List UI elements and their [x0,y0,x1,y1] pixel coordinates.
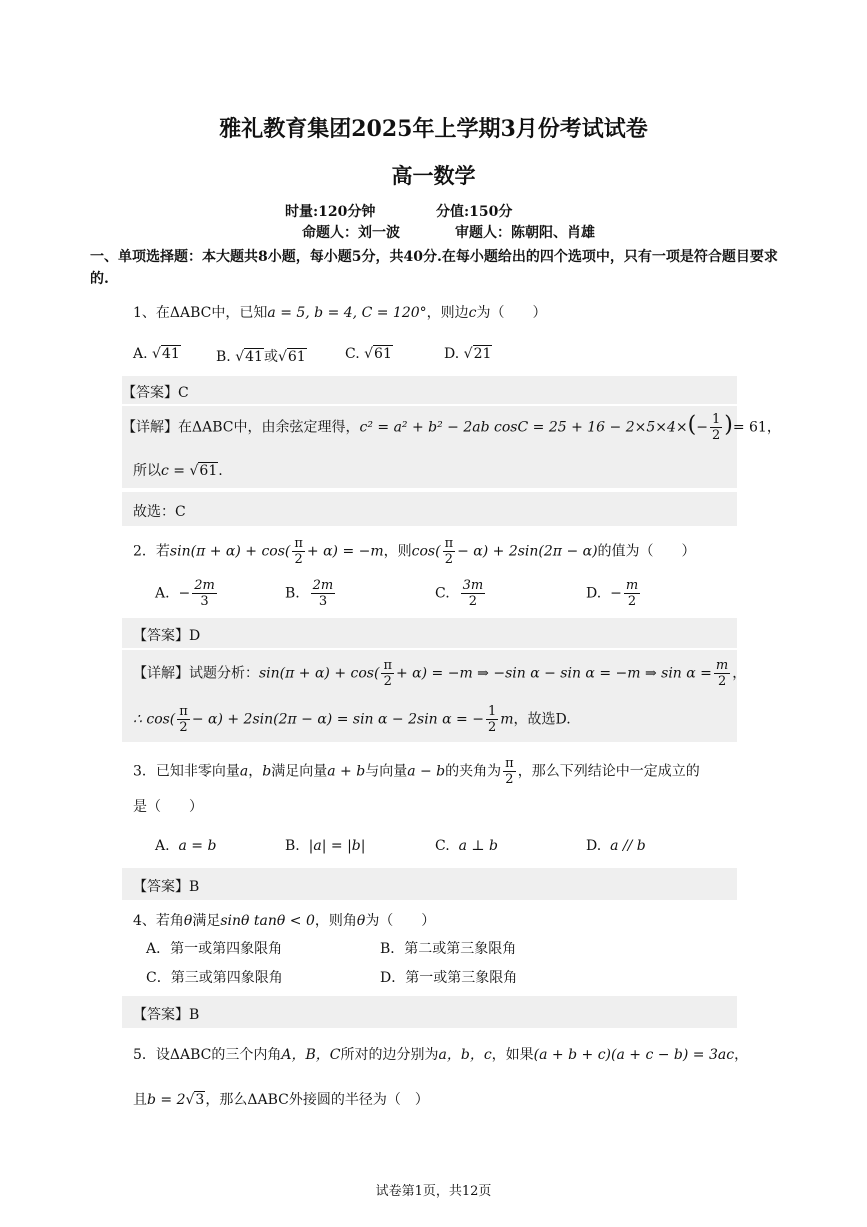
question-4-stem [133,910,435,930]
q1-detail-frac-den: 2 [711,428,721,443]
q4-stem-prefix: 4、若角 [133,913,184,929]
q1-stem-prefix: 1、在ΔABC中，已知 [133,305,268,321]
q2-stem-frac1 [292,536,305,567]
q2-option-c-num: 3m [462,578,484,593]
q1-option-c-value: 61 [374,346,392,362]
q1-stem-var: c [468,305,477,321]
exam-title: 雅礼教育集团2025年上学期3月份考试试卷 [219,116,648,142]
q4-stem-var: θ [183,913,193,929]
q2-option-d-den: 2 [627,594,637,609]
q2-option-a [155,578,219,609]
q2-option-c-frac [461,578,486,609]
q2-option-b-den: 3 [318,594,328,609]
q3-option-c-value: a ⊥ b [458,838,498,854]
q5-line2-eq: b = 2 [147,1092,186,1108]
q2-stem-eq2: cos( [411,543,441,560]
q3-option-a-value: a = b [178,838,217,854]
q2-option-a-sign: − [178,585,191,602]
q1-option-a-value: 41 [161,346,180,362]
q2-stem-frac1-num: π [294,536,303,551]
q3-stem-frac-den: 2 [505,772,514,787]
q1-detail-line2-prefix: 所以 [133,463,161,479]
q1-conclusion: 故选：C [133,504,186,520]
page-footer: 试卷第1页，共12页 [375,1184,492,1199]
q2-detail-line2-m: m [500,711,514,728]
q4-stem-mid2: ，则角 [314,913,357,929]
q1-option-a: A. √41 [133,346,180,362]
q2-detail-frac1-den: 2 [383,674,392,689]
q2-detail-line2-end: ，故选D. [513,711,571,728]
q2-detail-line2-frac1-den: 2 [179,720,188,735]
q2-detail-frac1 [381,658,394,689]
q3-option-b-value: |a| = |b| [308,838,366,854]
q1-conclusion-band [122,492,737,526]
q2-stem-frac2 [443,536,456,567]
q2-detail-prefix: 【详解】试题分析： [133,665,259,682]
q3-stem-sep: ， [248,763,263,780]
q3-option-d [586,838,646,854]
q2-detail-line2-eq: ∴ cos( [133,711,176,728]
q2-detail-eq1-b: + α) = −m ⇒ −sin α − sin α = −m ⇒ sin α = [395,665,712,682]
q3-stem-frac [503,756,516,787]
q1-detail: 【详解】在ΔABC中，由余弦定理得，c² = a² + b² − 2ab cosC = 25 + 16 − 2×5×4×(− $\frac{1}{2}$ )= 61， [122,412,781,443]
q5-stem-2: 所对的边分别为 [340,1047,439,1063]
q2-option-c [435,578,487,609]
q1-option-b-or: 或 [263,349,278,365]
q2-stem-prefix: 2．若 [133,543,170,560]
q2-option-a-frac [192,578,217,609]
q1-detail-line2-eq: c = [161,463,190,479]
q3-stem-apb: a + b [327,763,366,780]
q4-stem-end: 为（ ） [365,913,436,929]
q3-stem-b: b [262,763,272,780]
q1-stem-end: 为（ ） [476,305,547,321]
q2-option-c-den: 2 [468,594,478,609]
q1-option-c: C. √61 [345,346,392,362]
q1-detail-equation-end: = 61 [732,419,767,436]
q1-detail-comma: ， [766,419,781,436]
q2-detail [133,658,746,689]
q1-option-b-value2: 61 [287,349,306,365]
q2-option-d-label: D. [586,585,602,602]
q5-line2-end: ，那么ΔABC外接圆的半径为（ ） [205,1092,429,1108]
q3-option-a [155,838,216,854]
q2-detail-frac2 [714,658,730,689]
q3-stem-4: 的夹角为 [445,763,502,780]
q4-option-a: A．第一或第四象限角 [146,941,283,957]
q1-option-b-label: B. [216,349,231,365]
q3-stem-frac-num: π [505,756,514,771]
q4-option-d: D．第一或第三象限角 [380,970,518,986]
q4-stem-var2: θ [356,913,366,929]
q2-option-d-sign: − [610,585,622,602]
q2-stem-end: 的值为（ ） [597,543,696,560]
question-5-stem [133,1044,748,1064]
section-heading: 一、单项选择题：本大题共8小题，每小题5分，共40分.在每小题给出的四个选项中，只有一项是符合题目要求的. [90,249,778,287]
q2-detail-line2-frac2 [486,704,498,735]
q2-answer-band [122,618,737,648]
q1-detail-line2: 所以c = √61. [133,463,223,479]
exam-reviewer: 审题人：陈朝阳、肖雄 [455,225,595,241]
q2-detail-frac1-num: π [383,658,392,673]
q3-stem-5: ，那么下列结论中一定成立的 [517,763,700,780]
q1-option-c-label: C. [345,346,360,362]
q5-stem-equation: (a + b + c)(a + c − b) = 3ac [533,1047,735,1063]
q4-stem-condition: sinθ tanθ < 0 [220,913,315,929]
q2-option-a-den: 3 [200,594,209,609]
q1-option-d-value: 21 [473,346,492,362]
q5-stem-sides: a，b，c [438,1047,492,1063]
q1-detail-fraction [710,412,722,443]
q2-stem-frac2-den: 2 [444,552,453,567]
q2-detail-comma: ， [732,665,747,682]
q1-answer: 【答案】C [122,385,189,401]
q3-stem-a: a [239,763,249,780]
q3-option-c-label: C. [435,838,450,854]
q3-option-d-value: a // b [610,838,646,854]
q2-detail-eq1: sin(π + α) + cos( [259,665,380,682]
q4-option-c: C．第三或第四象限角 [146,970,283,986]
q2-option-a-num: 2m [194,578,215,593]
q2-stem-eq2-end: − α) + 2sin(2π − α) [457,543,598,560]
q4-answer-band [122,996,737,1028]
q5-line2-prefix: 且 [133,1092,147,1108]
q1-option-a-label: A. [133,346,148,362]
q3-answer: 【答案】B [133,879,200,895]
q1-stem-suffix: ，则边 [426,305,469,321]
q1-option-d-label: D. [444,346,460,362]
q3-stem-amb: a − b [407,763,446,780]
q3-stem-2: 满足向量 [271,763,328,780]
q2-stem-frac2-num: π [444,536,454,551]
q2-detail-line2-frac1 [177,704,190,735]
q2-option-d [586,578,642,609]
question-3-stem [133,756,700,787]
q2-stem-mid: ，则 [383,543,412,560]
q1-option-b-value1: 41 [245,349,263,365]
q1-detail-line2-root: 61 [199,463,218,479]
q5-stem-3: ，如果 [491,1047,534,1063]
q1-detail-frac-num: 1 [711,412,721,427]
q1-detail-line2-end: . [218,463,223,479]
q2-option-a-label: A. [155,585,170,602]
q3-stem-line2: 是（ ） [133,799,203,815]
q2-option-b-label: B. [285,585,300,602]
q2-detail-line2-b: − α) + 2sin(2π − α) = sin α − 2sin α = − [191,711,484,728]
q5-stem-4: ， [734,1047,749,1063]
q4-stem-mid: 满足 [192,913,221,929]
q3-option-c [435,838,498,854]
q1-detail-equation: c² = a² + b² − 2ab cosC = 25 + 16 − 2×5×4× [359,419,688,436]
q2-option-c-label: C. [435,585,450,602]
q3-option-b [285,838,365,854]
q2-option-d-frac [624,578,640,609]
q2-option-b [285,578,337,609]
q1-option-b: B. √41或√61 [216,349,306,365]
q2-detail-line2-frac2-num: 1 [487,704,497,719]
q2-detail-line2-frac1-num: π [179,704,188,719]
q3-option-b-label: B. [285,838,300,854]
q2-option-b-frac [311,578,336,609]
q5-line2-root: 3 [195,1092,205,1108]
question-1-stem [133,302,546,322]
q3-answer-band [122,868,737,900]
q3-option-a-label: A. [155,838,170,854]
q3-stem-3: 与向量 [365,763,408,780]
q1-stem-condition: a = 5, b = 4, C = 120° [267,305,427,321]
q2-detail-frac2-num: m [715,658,729,673]
q2-answer: 【答案】D [133,628,201,644]
q2-stem-eq1-end: + α) = −m [306,543,384,560]
exam-setter: 命题人：刘一波 [302,225,400,241]
q4-option-b: B．第二或第三象限角 [380,941,517,957]
q2-detail-line2-frac2-den: 2 [487,720,497,735]
q3-option-d-label: D. [586,838,602,854]
q2-stem-frac1-den: 2 [294,552,303,567]
q5-stem-1: 5．设ΔABC的三个内角 [133,1047,282,1063]
exam-time: 时量:120分钟 [285,204,376,220]
exam-score: 分值:150分 [436,204,513,220]
q1-detail-prefix: 【详解】在ΔABC中，由余弦定理得， [122,419,360,436]
q2-option-b-num: 2m [312,578,334,593]
q1-answer-band [122,376,737,404]
q5-stem-vars: A，B，C [281,1047,341,1063]
q2-detail-line2 [133,704,571,735]
question-2-stem [133,536,696,567]
q2-option-d-num: m [625,578,639,593]
q1-option-d: D. √21 [444,346,492,362]
q2-stem-eq1: sin(π + α) + cos( [169,543,291,560]
q5-stem-line2: 且b = 2√3，那么ΔABC外接圆的半径为（ ） [133,1092,429,1108]
q4-answer: 【答案】B [133,1007,200,1023]
q3-stem-1: 3．已知非零向量 [133,763,240,780]
exam-subject: 高一数学 [391,163,476,188]
q2-detail-frac2-den: 2 [717,674,727,689]
